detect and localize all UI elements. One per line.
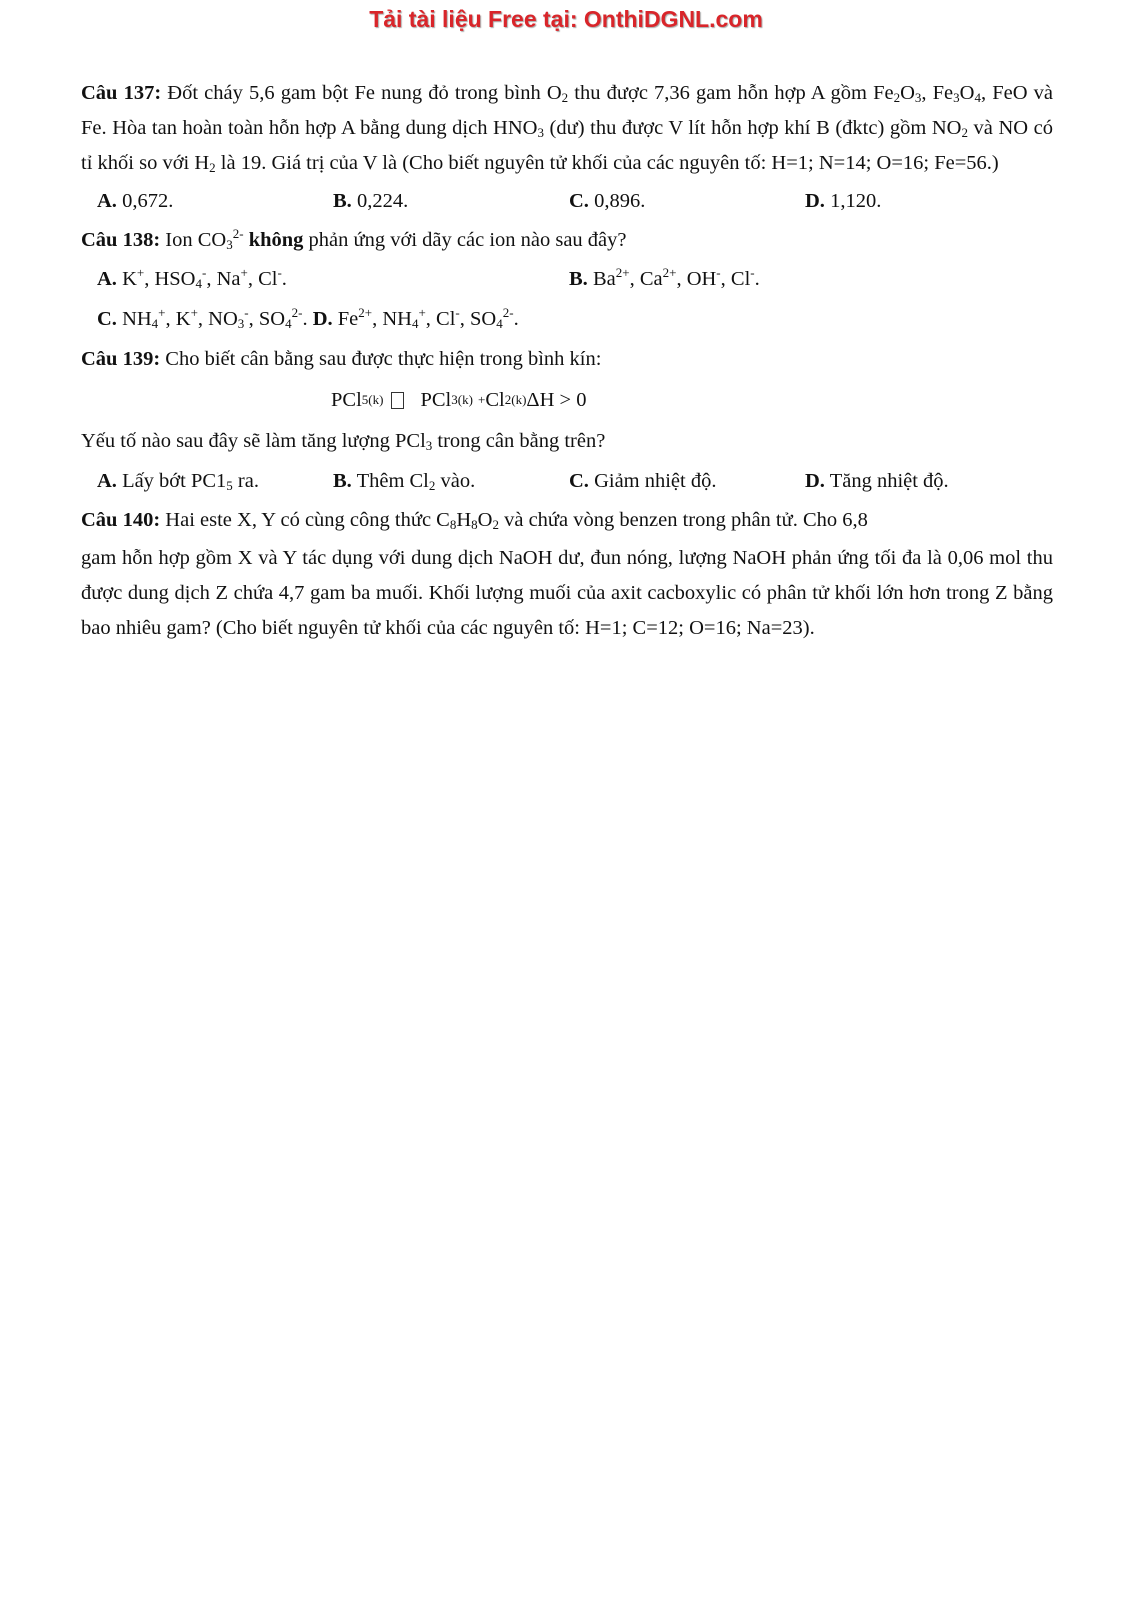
- option-d: D. $Fe^{2+}$, $NH_4^+$, Cl-, $SO_4^{2-}$.: [312, 304, 519, 331]
- option-b: B. $Ba^{2+}$, $Ca^{2+}$, OH-, Cl-.: [569, 264, 760, 290]
- question-139-prompt: Yếu tố nào sau đây sẽ làm tăng lượng PCl$_3$ trong cân bằng trên?: [81, 430, 606, 453]
- question-138-options-row2: [81, 299, 1053, 339]
- option-c: C. Giảm nhiệt độ.: [569, 469, 717, 492]
- option-c: C. 0,896.: [569, 189, 646, 212]
- question-138-options-row1: [81, 259, 1053, 299]
- option-d: D. 1,120.: [805, 189, 882, 212]
- option-a: A. 0,672.: [97, 189, 174, 212]
- option-a: A. Lấy bớt $PC1_5$ ra.: [97, 469, 259, 493]
- question-139-label: Câu 139:: [81, 348, 161, 370]
- equilibrium-equation: PCl 5(k) PCl 3(k) + Cl 2(k) ΔH > 0: [331, 388, 587, 411]
- question-138-label: Câu 138:: [81, 229, 161, 251]
- option-b: B. 0,224.: [333, 189, 409, 212]
- question-139-options: [81, 461, 1053, 501]
- question-137-options: [81, 181, 1053, 221]
- question-140-text: Câu 140: Hai este X, Y có cùng công thức $C_8H_8O_2$ và chứa vòng benzen trong phân tử. Cho 6,8: [81, 509, 868, 532]
- site-header-banner: Tải tài liệu Free tại: OnthiDGNL.com: [369, 6, 763, 32]
- question-137-text: Câu 137: Đốt cháy 5,6 gam bột Fe nung đỏ trong bình $O_2$ thu được 7,36 gam hỗn hợp A gồm $Fe_2O_3$, $Fe_3O_4$, FeO và Fe. Hòa tan hoàn toàn hỗn hợp A bằng dung dịch $HNO_3$ (dư) thu được V lít hỗn hợp khí B (đktc) gồm $NO_2$ và NO có tỉ khối so với $H_2$ là 19. Giá trị của V là (Cho biết nguyên tử khối của các nguyên tố: H=1; N=14; O=16; Fe=56.): [81, 82, 1054, 175]
- question-138-text: Câu 138: Ion $CO_3^{2-}$ không phản ứng với dãy các ion nào sau đây?: [81, 226, 627, 252]
- option-b: B. Thêm $Cl_2$ vào.: [333, 469, 476, 493]
- option-a: A. K+, $HSO_4^-$, Na+, Cl-.: [97, 264, 287, 291]
- question-139-text: Câu 139: Cho biết cân bằng sau được thực hiện trong bình kín:: [81, 348, 602, 370]
- question-140-body: gam hỗn hợp gồm X và Y tác dụng với dung dịch NaOH dư, đun nóng, lượng NaOH phản ứng tối đa là 0,06 mol thu được dung dịch Z chứa 4,7 gam ba muối. Khối lượng muối của axit cacboxylic có phân tử khối lớn hơn trong Z bằng bao nhiêu gam? (Cho biết nguyên tử khối của các nguyên tố: H=1; C=12; O=16; Na=23).: [81, 547, 1053, 639]
- option-d: D. Tăng nhiệt độ.: [805, 469, 949, 492]
- equilibrium-arrow-icon: [391, 392, 404, 409]
- question-137-label: Câu 137:: [81, 82, 162, 104]
- option-c: C. $NH_4^+$, K+, $NO_3^-$, $SO_4^{2-}$.: [97, 304, 308, 331]
- question-140-label: Câu 140:: [81, 509, 161, 531]
- document-body: [81, 76, 1053, 646]
